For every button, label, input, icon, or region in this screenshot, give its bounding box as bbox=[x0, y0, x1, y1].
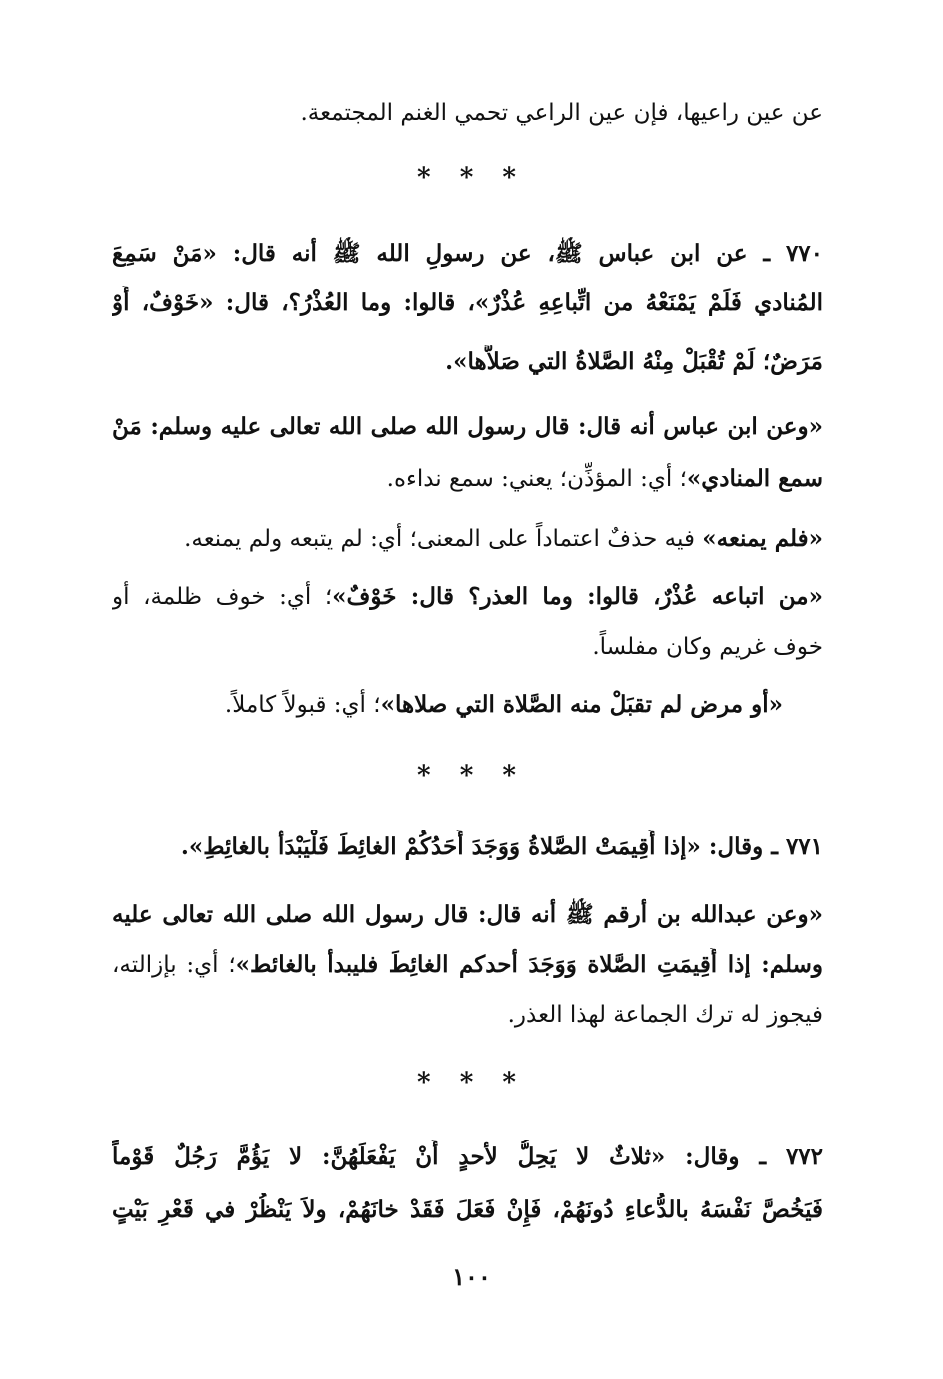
quoted-text: «وعن عبدالله بن أرقم ﷺ أنه قال: قال رسول الله صلى الله تعالى عليه bbox=[112, 901, 823, 928]
quoted-text: «وعن ابن عباس أنه قال: قال رسول الله صلى الله تعالى عليه وسلم: مَنْ bbox=[112, 413, 823, 440]
quoted-text: «فلم يمنعه» bbox=[702, 525, 823, 552]
commentary-text: ؛ أي: خوف ظلمة، أو bbox=[112, 584, 333, 610]
hadith-text: ٧٧٢ ـ وقال: «ثلاثٌ لا يَحِلُّ لأحدٍ أَنْ يَفْعَلَهُنَّ: لا يَؤُمَّ رَجُلٌ قَوْماً bbox=[112, 1143, 823, 1170]
quoted-text: «من اتباعه عُذْرٌ، قالوا: وما العذر؟ قال: خَوْفٌ» bbox=[332, 583, 823, 610]
page-number: ١٠٠ bbox=[452, 1262, 491, 1291]
commentary-text: ؛ أي: المؤذِّن؛ يعني: سمع نداءه. bbox=[386, 466, 687, 492]
commentary-line bbox=[112, 998, 823, 1032]
hadith-772-line-1 bbox=[112, 1140, 823, 1174]
hadith-text: المُنادي فَلَمْ يَمْنَعْهُ من اتِّباعِهِ عُذْرٌ»، قالوا: وما العُذْرُ؟، قال: «خَوْفٌ، أَوْ bbox=[112, 289, 823, 316]
section-separator: * * * bbox=[417, 163, 526, 193]
paragraph-text: عن عين راعيها، فإن عين الراعي تحمي الغنم المجتمعة. bbox=[300, 100, 823, 126]
section-separator: * * * bbox=[417, 761, 526, 791]
quoted-text: «أو مرض لم تقبَلْ منه الصَّلاة التي صلاها» bbox=[380, 691, 783, 718]
hadith-772-line-2 bbox=[112, 1193, 823, 1227]
section-separator: * * * bbox=[417, 1068, 526, 1098]
quoted-text: سمع المنادي» bbox=[686, 465, 823, 492]
commentary-line bbox=[112, 580, 823, 614]
commentary-text: خوف غريم وكان مفلساً. bbox=[592, 634, 823, 660]
commentary-text: فيه حذفٌ اعتماداً على المعنى؛ أي: لم يتبعه ولم يمنعه. bbox=[184, 526, 703, 552]
hadith-770-line-3 bbox=[112, 345, 823, 379]
commentary-line bbox=[112, 462, 823, 496]
commentary-line bbox=[112, 522, 823, 556]
commentary-line bbox=[112, 630, 823, 664]
hadith-text: ٧٧٠ ـ عن ابن عباس ﷺ، عن رسولِ الله ﷺ أنه قال: «مَنْ سَمِعَ bbox=[112, 240, 823, 267]
commentary-text: ؛ أي: بإزالته، bbox=[112, 952, 236, 978]
commentary-line bbox=[112, 898, 823, 932]
quoted-text: وسلم: إذا أُقِيمَتِ الصَّلاة وَوَجَدَ أحدكم الغائِطَ فليبدأ بالغائط» bbox=[235, 951, 823, 978]
hadith-770-line-2 bbox=[112, 286, 823, 320]
commentary-line bbox=[112, 948, 823, 982]
hadith-text: فَيَخُصَّ نَفْسَهُ بالدُّعاءِ دُونَهُمْ، فَإِنْ فَعَلَ فَقَدْ خانَهُمْ، ولاَ يَنْظُرْ في قَعْرِ بَيْتٍ bbox=[112, 1196, 823, 1223]
commentary-line bbox=[112, 688, 783, 722]
hadith-771 bbox=[112, 830, 823, 864]
commentary-line bbox=[112, 410, 823, 444]
hadith-text: مَرَضٌ؛ لَمْ تُقْبَلْ مِنْهُ الصَّلاةُ التي صَلاَّها». bbox=[445, 348, 823, 375]
hadith-770-line-1 bbox=[112, 237, 823, 271]
text-line bbox=[112, 96, 823, 130]
commentary-text: ؛ أي: قبولاً كاملاً. bbox=[224, 692, 381, 718]
hadith-text: ٧٧١ ـ وقال: «إذا أُقِيمَتْ الصَّلاةُ وَوَجَدَ أَحَدُكُمْ الغائِطَ فَلْيَبْدَأْ بالغائِطِ». bbox=[180, 833, 823, 860]
commentary-text: فيجوز له ترك الجماعة لهذا العذر. bbox=[507, 1002, 823, 1028]
